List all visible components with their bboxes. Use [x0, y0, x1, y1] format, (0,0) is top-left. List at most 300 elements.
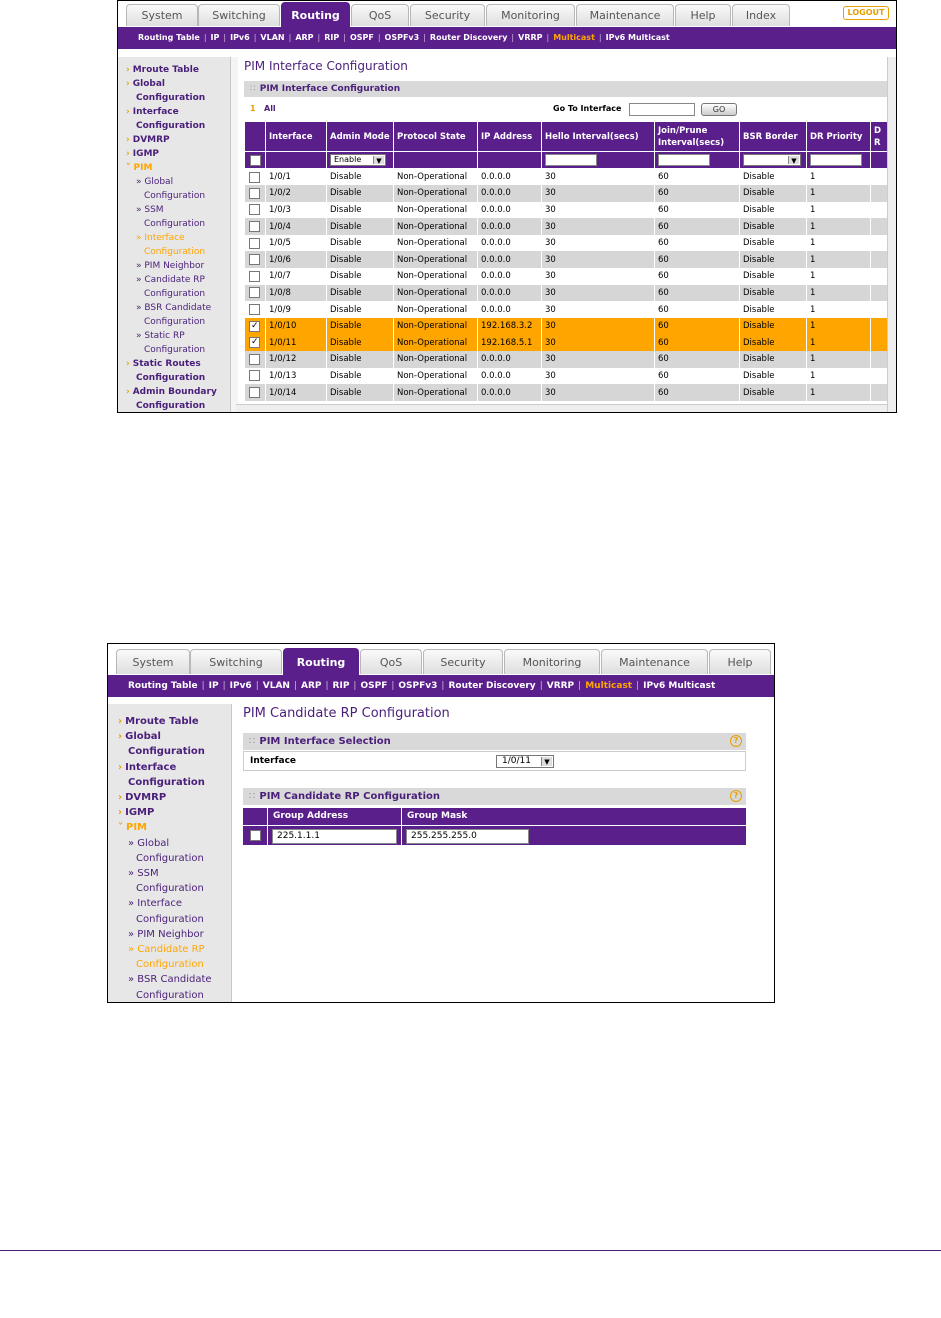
subnav-item-vrrp[interactable]: VRRP: [518, 33, 543, 42]
subnav-item-arp[interactable]: ARP: [301, 681, 322, 691]
cell-admin: Disable: [327, 285, 394, 302]
sidebar-item-configuration[interactable]: [118, 957, 231, 972]
table-row[interactable]: [245, 285, 888, 302]
cell-ip: 0.0.0.0: [478, 251, 542, 268]
interface-select[interactable]: [496, 755, 554, 768]
cell-admin: Disable: [327, 169, 394, 186]
subnav-item-ip[interactable]: IP: [210, 33, 220, 42]
sidebar-item-label: Configuration: [136, 959, 204, 971]
sidebar-item-label: Configuration: [144, 345, 206, 355]
sidebar-item-igmp[interactable]: [118, 805, 231, 820]
cell-dr: 1: [807, 384, 871, 401]
top-tabs: [118, 1, 896, 27]
cell-ip: 0.0.0.0: [478, 285, 542, 302]
table-row[interactable]: [245, 268, 888, 285]
subnav-separator: |: [578, 681, 582, 691]
sidebar-item-label: Global: [125, 731, 161, 743]
sidebar-item-global[interactable]: [118, 836, 231, 851]
sidebar-item-interface[interactable]: [118, 896, 231, 911]
drag-handle-icon: ∷: [249, 736, 256, 747]
group-address-input[interactable]: [272, 829, 397, 844]
sidebar-item-label: » SSM: [136, 205, 164, 215]
sidebar-item-global[interactable]: [118, 729, 231, 744]
subnav-separator: |: [223, 33, 227, 42]
row-checkbox[interactable]: [249, 370, 260, 381]
sidebar-item-label: » Candidate RP: [128, 944, 205, 956]
sidebar-item-label: Static Routes: [132, 359, 201, 369]
sidebar-item-label: Configuration: [136, 913, 204, 925]
vertical-scrollbar[interactable]: [887, 57, 896, 412]
cell-hello: 30: [542, 318, 655, 335]
subnav-item-ipv6[interactable]: IPv6: [229, 681, 252, 691]
chevron-down-icon: ▼: [373, 156, 384, 164]
cell-d-r: [871, 251, 888, 268]
admin-mode-filter-select[interactable]: [330, 154, 386, 166]
header-select: [245, 122, 266, 152]
cell-bsr: Disable: [740, 268, 807, 285]
sidebar-item-configuration[interactable]: [126, 315, 230, 329]
row-checkbox[interactable]: [249, 204, 260, 215]
sidebar-item-label: Configuration: [128, 776, 205, 788]
column-divider: [401, 808, 402, 845]
subnav-separator: |: [253, 33, 257, 42]
drag-handle-icon: ∷: [249, 791, 256, 802]
sidebar-item-label: Configuration: [144, 191, 206, 201]
header-ip-address: IP Address: [478, 122, 542, 152]
sidebar-item-mroute-table[interactable]: [118, 714, 231, 729]
filter-hello-cell: [542, 152, 655, 169]
sidebar-item-label: Configuration: [144, 289, 206, 299]
cell-bsr: Disable: [740, 235, 807, 252]
row-checkbox[interactable]: [249, 271, 260, 282]
sidebar-item-bsr-candidate[interactable]: [126, 301, 230, 315]
cell-dr: 1: [807, 169, 871, 186]
table-row[interactable]: [245, 169, 888, 186]
sidebar-item-ssm[interactable]: [126, 203, 230, 217]
cell-hello: 30: [542, 368, 655, 385]
interface-selection-row: [243, 751, 746, 771]
cell-ip: 192.168.3.2: [478, 318, 542, 335]
cell-dr: 1: [807, 351, 871, 368]
sidebar-item-configuration[interactable]: [126, 343, 230, 357]
cell-proto: Non-Operational: [394, 251, 478, 268]
all-link[interactable]: All: [264, 104, 276, 113]
cell-bsr: Disable: [740, 251, 807, 268]
cell-bsr: Disable: [740, 285, 807, 302]
hello-interval-filter-input[interactable]: [545, 154, 597, 166]
section-header: [244, 81, 887, 97]
row-checkbox[interactable]: ✓: [250, 320, 259, 331]
sidebar-item-label: PIM: [126, 822, 148, 834]
cell-proto: Non-Operational: [394, 334, 478, 351]
subnav-item-multicast[interactable]: Multicast: [553, 33, 595, 42]
filter-row: [245, 152, 888, 169]
cell-hello: 30: [542, 235, 655, 252]
table-row[interactable]: [245, 351, 888, 368]
help-icon[interactable]: ?: [730, 790, 742, 802]
bsr-border-filter-select[interactable]: [743, 154, 801, 166]
sidebar-item-label: Configuration: [144, 317, 206, 327]
subnav-item-router-discovery[interactable]: Router Discovery: [448, 681, 536, 691]
table-row[interactable]: [245, 301, 888, 318]
cell-proto: Non-Operational: [394, 351, 478, 368]
cell-proto: Non-Operational: [394, 235, 478, 252]
cell-bsr: Disable: [740, 202, 807, 219]
subnav-item-ospf[interactable]: OSPF: [360, 681, 388, 691]
chevron-right-icon: ›: [126, 135, 130, 145]
cell-d-r: [871, 268, 888, 285]
sidebar-item-label: » PIM Neighbor: [128, 928, 204, 940]
sidebar-item-global[interactable]: [126, 175, 230, 189]
sidebar-item-label: Interface: [132, 107, 179, 117]
sidebar-item-pim[interactable]: [118, 820, 231, 835]
tab-maintenance[interactable]: Maintenance: [576, 4, 674, 26]
cell-proto: Non-Operational: [394, 202, 478, 219]
sidebar-item-configuration[interactable]: [126, 399, 230, 412]
cell-dr: 1: [807, 285, 871, 302]
cell-d-r: [871, 368, 888, 385]
tab-routing[interactable]: Routing: [283, 648, 359, 675]
sidebar-item-label: Interface: [125, 761, 177, 773]
tab-routing[interactable]: Routing: [281, 2, 350, 27]
subnav-separator: |: [539, 681, 543, 691]
goto-interface-input[interactable]: [629, 103, 695, 116]
tab-qos[interactable]: QoS: [351, 4, 409, 26]
subnav-item-ospfv3[interactable]: OSPFv3: [384, 33, 420, 42]
cell-proto: Non-Operational: [394, 368, 478, 385]
subnav-separator: |: [636, 681, 640, 691]
cell-hello: 30: [542, 202, 655, 219]
subnav-separator: |: [441, 681, 445, 691]
subnav-separator: |: [317, 33, 321, 42]
cell-dr: 1: [807, 268, 871, 285]
chevron-right-icon: ›: [118, 807, 123, 819]
page-title: PIM Interface Configuration: [244, 59, 408, 73]
cell-d-r: [871, 318, 888, 335]
cell-ip: 0.0.0.0: [478, 384, 542, 401]
subnav-item-rip[interactable]: RIP: [324, 33, 340, 42]
sidebar-item-configuration[interactable]: [126, 287, 230, 301]
subnav-separator: |: [293, 681, 297, 691]
chevron-right-icon: ›: [126, 387, 130, 397]
subnav-item-rip[interactable]: RIP: [332, 681, 350, 691]
cell-hello: 30: [542, 251, 655, 268]
section-title: PIM Interface Configuration: [259, 84, 401, 94]
sidebar-item-configuration[interactable]: [118, 912, 231, 927]
tab-monitoring[interactable]: Monitoring: [504, 649, 600, 674]
cell-d-r: [871, 301, 888, 318]
sub-navigation: [118, 27, 896, 49]
cell-proto: Non-Operational: [394, 268, 478, 285]
interface-selection-header: [243, 733, 746, 750]
table-row[interactable]: [245, 235, 888, 252]
table-row[interactable]: [245, 318, 888, 335]
cell-hello: 30: [542, 285, 655, 302]
table-row[interactable]: [245, 185, 888, 202]
cell-dr: 1: [807, 185, 871, 202]
header-row-divider: [243, 825, 746, 826]
cell-hello: 30: [542, 301, 655, 318]
subnav-item-ipv6[interactable]: IPv6: [230, 33, 250, 42]
chevron-right-icon: ›: [126, 65, 130, 75]
pager-row: [244, 100, 887, 118]
subnav-item-ospf[interactable]: OSPF: [349, 33, 374, 42]
cell-iface: 1/0/14: [266, 384, 327, 401]
cell-hello: 30: [542, 185, 655, 202]
subnav-item-ospfv3[interactable]: OSPFv3: [398, 681, 438, 691]
cell-join: 60: [655, 334, 740, 351]
table-row[interactable]: [245, 334, 888, 351]
cell-admin: Disable: [327, 334, 394, 351]
filter-ip-cell: [478, 152, 542, 169]
subnav-item-routing-table[interactable]: Routing Table: [138, 33, 200, 42]
cell-iface: 1/0/9: [266, 301, 327, 318]
tab-monitoring[interactable]: Monitoring: [486, 4, 575, 26]
row-select-cell: [245, 169, 266, 186]
cell-bsr: Disable: [740, 301, 807, 318]
logout-button[interactable]: LOGOUT: [843, 6, 889, 20]
sidebar-item-dvmrp[interactable]: [118, 790, 231, 805]
row-checkbox[interactable]: [249, 188, 260, 199]
sidebar-item-igmp[interactable]: [126, 147, 230, 161]
row-select-cell: [245, 351, 266, 368]
filter-admin-mode-cell: [327, 152, 394, 169]
help-icon[interactable]: ?: [730, 735, 742, 747]
filter-dr-cell: [807, 152, 871, 169]
sidebar-item-label: » PIM Neighbor: [136, 261, 205, 271]
subnav-separator: |: [546, 33, 550, 42]
chevron-right-icon: ›: [126, 149, 130, 159]
cell-bsr: Disable: [740, 368, 807, 385]
sidebar-item-configuration[interactable]: [126, 91, 230, 105]
row-select-checkbox[interactable]: [250, 830, 261, 841]
filter-protocol-cell: [394, 152, 478, 169]
sidebar-item-pim-neighbor[interactable]: [118, 927, 231, 942]
cell-dr: 1: [807, 218, 871, 235]
table-row[interactable]: [245, 384, 888, 401]
subnav-item-arp[interactable]: ARP: [295, 33, 314, 42]
sidebar-item-ssm[interactable]: [118, 866, 231, 881]
row-checkbox[interactable]: [249, 172, 260, 183]
table-row[interactable]: [245, 251, 888, 268]
sidebar-item-label: Admin Boundary: [132, 387, 217, 397]
sidebar-item-configuration[interactable]: [118, 851, 231, 866]
subnav-separator: |: [255, 681, 259, 691]
tab-index[interactable]: Index: [732, 4, 790, 26]
tab-system[interactable]: System: [116, 649, 190, 674]
sidebar-item-label: Mroute Table: [132, 65, 199, 75]
sidebar-item-configuration[interactable]: [126, 371, 230, 385]
sidebar-item-configuration[interactable]: [118, 775, 231, 790]
subnav-separator: |: [203, 33, 207, 42]
cell-join: 60: [655, 285, 740, 302]
cell-iface: 1/0/6: [266, 251, 327, 268]
cell-ip: 0.0.0.0: [478, 301, 542, 318]
cell-join: 60: [655, 218, 740, 235]
row-checkbox[interactable]: [249, 238, 260, 249]
sidebar-item-static-rp[interactable]: [126, 329, 230, 343]
interface-label: Interface: [250, 756, 297, 766]
group-mask-input[interactable]: [406, 829, 529, 844]
sidebar-item-static-routes[interactable]: [126, 357, 230, 371]
cell-proto: Non-Operational: [394, 185, 478, 202]
subnav-separator: |: [377, 33, 381, 42]
sidebar: [118, 57, 231, 412]
tab-switching[interactable]: Switching: [190, 649, 282, 674]
tab-help[interactable]: Help: [675, 4, 731, 26]
subnav-separator: |: [511, 33, 515, 42]
header-admin-mode: Admin Mode: [327, 122, 394, 152]
cell-join: 60: [655, 185, 740, 202]
content-area: [244, 57, 896, 412]
cell-admin: Disable: [327, 251, 394, 268]
tab-security[interactable]: Security: [423, 649, 503, 674]
cell-d-r: [871, 384, 888, 401]
sidebar-item-mroute-table[interactable]: [126, 63, 230, 77]
cell-proto: Non-Operational: [394, 218, 478, 235]
sidebar-item-admin-boundary[interactable]: [126, 385, 230, 399]
row-select-cell: [245, 301, 266, 318]
subnav-separator: |: [423, 33, 426, 42]
cell-join: 60: [655, 251, 740, 268]
sidebar-item-label: PIM: [133, 163, 153, 173]
chevron-down-icon: ▼: [788, 156, 799, 164]
sidebar-item-pim[interactable]: [126, 161, 230, 175]
row-checkbox[interactable]: [249, 254, 260, 265]
row-checkbox[interactable]: [249, 304, 260, 315]
sidebar-item-global[interactable]: [126, 77, 230, 91]
subnav-item-vlan[interactable]: VLAN: [260, 33, 285, 42]
join-prune-filter-input[interactable]: [658, 154, 710, 166]
subnav-separator: |: [288, 33, 292, 42]
cell-join: 60: [655, 384, 740, 401]
cell-iface: 1/0/10: [266, 318, 327, 335]
sidebar-item-label: Mroute Table: [125, 716, 199, 727]
tab-system[interactable]: System: [126, 4, 198, 26]
row-checkbox[interactable]: [249, 387, 260, 398]
chevron-right-icon: ›: [118, 792, 123, 804]
header-d-r: D R: [871, 122, 888, 152]
subnav-separator: |: [391, 681, 395, 691]
cell-bsr: Disable: [740, 185, 807, 202]
subnav-item-vrrp[interactable]: VRRP: [546, 681, 575, 691]
sidebar-item-configuration[interactable]: [126, 189, 230, 203]
sidebar-item-label: IGMP: [125, 807, 155, 819]
cell-ip: 0.0.0.0: [478, 368, 542, 385]
sidebar-item-configuration[interactable]: [126, 119, 230, 133]
sidebar-item-configuration[interactable]: [118, 744, 231, 759]
cell-admin: Disable: [327, 301, 394, 318]
tab-maintenance[interactable]: Maintenance: [601, 649, 708, 674]
subnav-item-vlan[interactable]: VLAN: [262, 681, 290, 691]
cell-bsr: Disable: [740, 318, 807, 335]
sidebar-item-interface[interactable]: [118, 760, 231, 775]
subnav-item-ipv6-multicast[interactable]: IPv6 Multicast: [605, 33, 670, 42]
sidebar-item-configuration[interactable]: [126, 217, 230, 231]
sidebar-item-configuration[interactable]: [126, 245, 230, 259]
subnav-separator: |: [201, 681, 205, 691]
horizontal-scrollbar[interactable]: [236, 404, 887, 412]
filter-join-cell: [655, 152, 740, 169]
table-row[interactable]: [245, 202, 888, 219]
sidebar-item-label: » Interface: [136, 233, 185, 243]
table-row[interactable]: [245, 368, 888, 385]
subnav-item-router-discovery[interactable]: Router Discovery: [429, 33, 508, 42]
page-number[interactable]: 1: [250, 104, 256, 113]
cell-bsr: Disable: [740, 351, 807, 368]
go-button[interactable]: GO: [701, 103, 737, 116]
top-tabs: [108, 644, 774, 674]
cell-iface: 1/0/5: [266, 235, 327, 252]
tab-help[interactable]: Help: [709, 649, 771, 674]
sidebar-item-bsr-candidate[interactable]: [118, 972, 231, 987]
sidebar-item-configuration[interactable]: [118, 988, 231, 1002]
sidebar-item-label: Configuration: [136, 852, 204, 864]
subnav-separator: |: [343, 33, 346, 42]
subnav-item-routing-table[interactable]: Routing Table: [128, 681, 198, 691]
row-checkbox[interactable]: [249, 221, 260, 232]
subnav-item-multicast[interactable]: Multicast: [585, 681, 633, 691]
cell-d-r: [871, 351, 888, 368]
tab-switching[interactable]: Switching: [198, 4, 280, 26]
sidebar: [108, 704, 232, 1002]
sidebar-item-pim-neighbor[interactable]: [126, 259, 230, 273]
sidebar-item-interface[interactable]: [126, 105, 230, 119]
cell-dr: 1: [807, 202, 871, 219]
row-checkbox[interactable]: [249, 287, 260, 298]
cell-admin: Disable: [327, 235, 394, 252]
subnav-item-ip[interactable]: IP: [208, 681, 219, 691]
sidebar-item-candidate-rp[interactable]: [118, 942, 231, 957]
tab-security[interactable]: Security: [410, 4, 485, 26]
cell-ip: 0.0.0.0: [478, 351, 542, 368]
sidebar-item-candidate-rp[interactable]: [126, 273, 230, 287]
sub-navigation: [108, 675, 774, 697]
row-checkbox[interactable]: [249, 354, 260, 365]
tab-qos[interactable]: QoS: [360, 649, 422, 674]
screenshot-pim-interface-configuration: [117, 0, 897, 413]
sidebar-item-label: Configuration: [136, 401, 206, 411]
cell-iface: 1/0/13: [266, 368, 327, 385]
sidebar-item-label: Configuration: [128, 746, 205, 758]
screenshot-pim-candidate-rp-configuration: [107, 643, 775, 1003]
sidebar-item-configuration[interactable]: [118, 881, 231, 896]
header-join-prune-interval: Join/Prune Interval(secs): [655, 122, 740, 152]
sidebar-item-label: Configuration: [136, 989, 204, 1001]
subnav-item-ipv6-multicast[interactable]: IPv6 Multicast: [643, 681, 716, 691]
chevron-right-icon: ›: [126, 107, 130, 117]
cell-admin: Disable: [327, 268, 394, 285]
sidebar-item-interface[interactable]: [126, 231, 230, 245]
row-checkbox[interactable]: ✓: [250, 337, 259, 348]
sidebar-item-label: DVMRP: [132, 135, 170, 145]
sidebar-item-label: Configuration: [144, 247, 206, 257]
subnav-separator: |: [353, 681, 357, 691]
chevron-right-icon: ›: [118, 761, 123, 773]
table-row[interactable]: [245, 218, 888, 235]
header-group-mask: Group Mask: [407, 811, 468, 821]
table-header-row: [245, 122, 888, 152]
row-select-cell: [245, 384, 266, 401]
select-all-checkbox[interactable]: [250, 155, 261, 166]
sidebar-item-label: Configuration: [136, 373, 206, 383]
cell-hello: 30: [542, 351, 655, 368]
left-vertical-scrollbar[interactable]: [231, 57, 238, 412]
sidebar-item-dvmrp[interactable]: [126, 133, 230, 147]
row-select-cell: [245, 235, 266, 252]
dr-priority-filter-input[interactable]: [810, 154, 862, 166]
filter-bsr-cell: [740, 152, 807, 169]
